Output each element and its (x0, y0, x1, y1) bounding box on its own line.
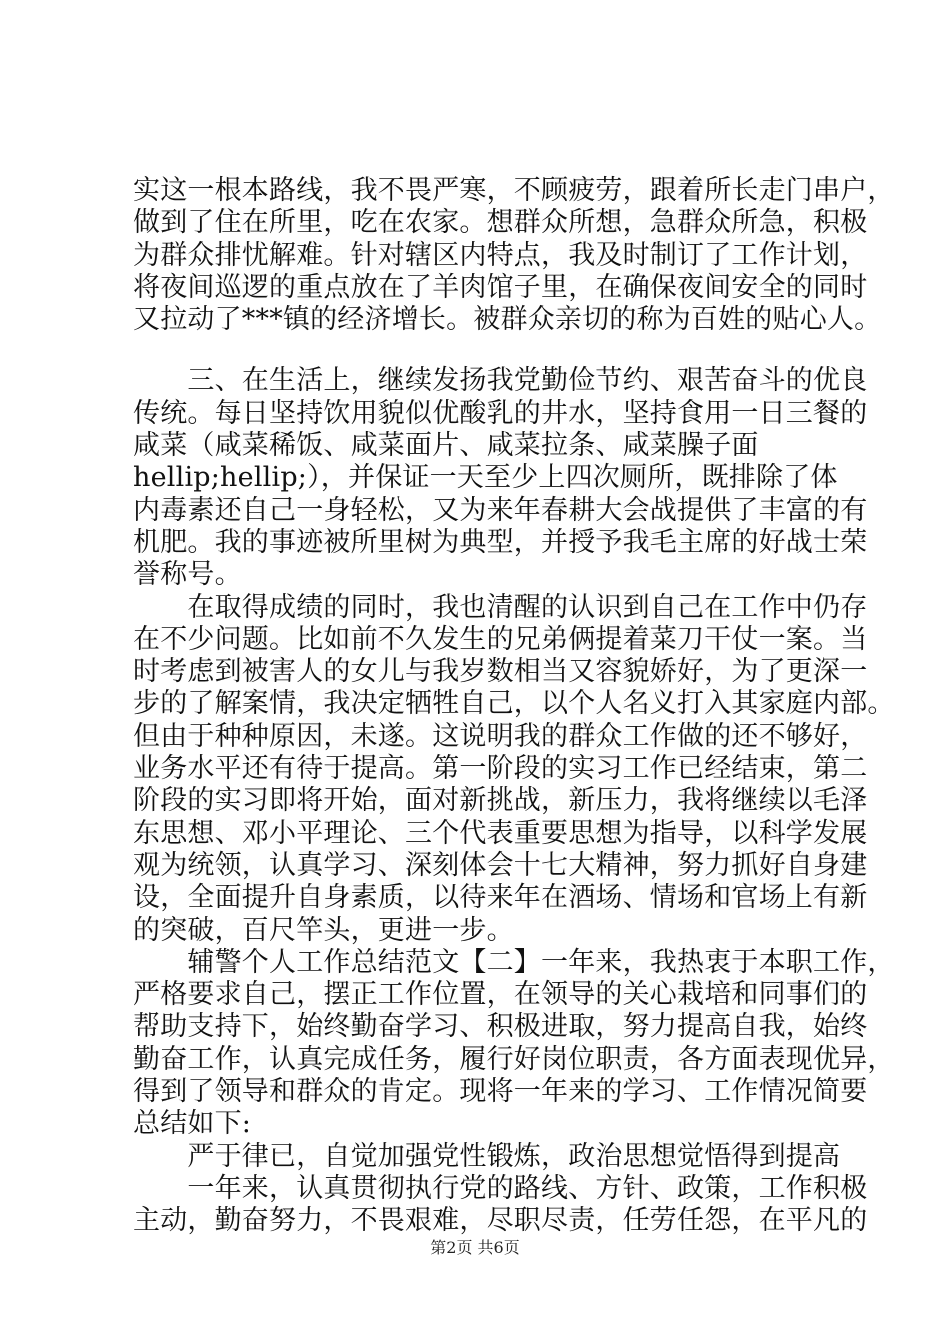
text-line: 辅警个人工作总结范文【二】一年来，我热衷于本职工作， (133, 946, 895, 978)
text-line: 实这一根本路线，我不畏严寒，不顾疲劳，跟着所长走门串户， (133, 175, 895, 206)
text-line: 一年来，认真贯彻执行党的路线、方针、政策，工作积极 (133, 1172, 868, 1204)
text-line: 又拉动了***镇的经济增长。被群众亲切的称为百姓的贴心人。 (133, 304, 882, 336)
section-heading (133, 1140, 841, 1173)
text-line: 时考虑到被害人的女儿与我岁数相当又容貌娇好，为了更深一 (133, 656, 868, 688)
text-line: 誉称号。 (133, 559, 242, 591)
text-line: 将夜间巡逻的重点放在了羊肉馆子里，在确保夜间安全的同时 (133, 271, 868, 303)
text-line: 咸菜（咸菜稀饭、咸菜面片、咸菜拉条、咸菜臊子面 (133, 430, 759, 462)
text-line: 但由于种种原因，未遂。这说明我的群众工作做的还不够好， (133, 720, 868, 752)
text-line: 设，全面提升自身素质，以待来年在酒场、情场和官场上有新 (133, 882, 868, 914)
text-line: 主动，勤奋努力，不畏艰难，尽职尽责，任劳任怨，在平凡的 (133, 1205, 868, 1237)
text-line: 为群众排忧解难。针对辖区内特点，我及时制订了工作计划， (133, 239, 868, 271)
text-line: 的突破，百尺竿头，更进一步。 (133, 914, 514, 946)
text-line: 机肥。我的事迹被所里树为典型，并授予我毛主席的好战士荣 (133, 526, 868, 558)
paragraph-3 (133, 591, 895, 947)
text-line: 东思想、邓小平理论、三个代表重要思想为指导，以科学发展 (133, 817, 868, 849)
text-line: 在取得成绩的同时，我也清醒的认识到自己在工作中仍存 (133, 591, 868, 623)
text-line: 帮助支持下，始终勤奋学习、积极进取，努力提高自我，始终 (133, 1011, 868, 1043)
text-line: 观为统领，认真学习、深刻体会十七大精神，努力抓好自身建 (133, 849, 868, 881)
document-body (133, 175, 895, 1238)
text-line: 传统。每日坚持饮用貌似优酸乳的井水，坚持食用一日三餐的 (133, 397, 868, 429)
text-line: 在不少问题。比如前不久发生的兄弟俩提着菜刀干仗一案。当 (133, 623, 868, 655)
text-line: 做到了住在所里，吃在农家。想群众所想，急群众所急，积极 (133, 207, 868, 239)
text-line: 勤奋工作，认真完成任务，履行好岗位职责，各方面表现优异， (133, 1043, 895, 1075)
text-line: 业务水平还有待于提高。第一阶段的实习工作已经结束，第二 (133, 753, 868, 785)
paragraph-5 (133, 1172, 868, 1238)
text-line: 总结如下: (133, 1108, 252, 1140)
text-line: hellip;hellip;），并保证一天至少上四次厕所，既排除了体 (133, 462, 838, 494)
text-line: 步的了解案情，我决定牺牲自己，以个人名义打入其家庭内部。 (133, 688, 895, 720)
paragraph-2 (133, 365, 868, 591)
text-line: 阶段的实习即将开始，面对新挑战，新压力，我将继续以毛泽 (133, 785, 868, 817)
paragraph-1 (133, 175, 895, 336)
text-line: 严格要求自己，摆正工作位置，在领导的关心栽培和同事们的 (133, 979, 868, 1011)
text-line: 得到了领导和群众的肯定。现将一年来的学习、工作情况简要 (133, 1076, 868, 1108)
paragraph-4 (133, 946, 895, 1141)
text-line: 三、在生活上，继续发扬我党勤俭节约、艰苦奋斗的优良 (133, 365, 868, 397)
text-line: 内毒素还自己一身轻松，又为来年春耕大会战提供了丰富的有 (133, 494, 868, 526)
page-number-footer: 第2页 共6页 (430, 1238, 520, 1257)
text-line: 严于律已，自觉加强党性锻炼，政治思想觉悟得到提高 (133, 1140, 841, 1172)
paragraph-spacer (133, 336, 833, 365)
